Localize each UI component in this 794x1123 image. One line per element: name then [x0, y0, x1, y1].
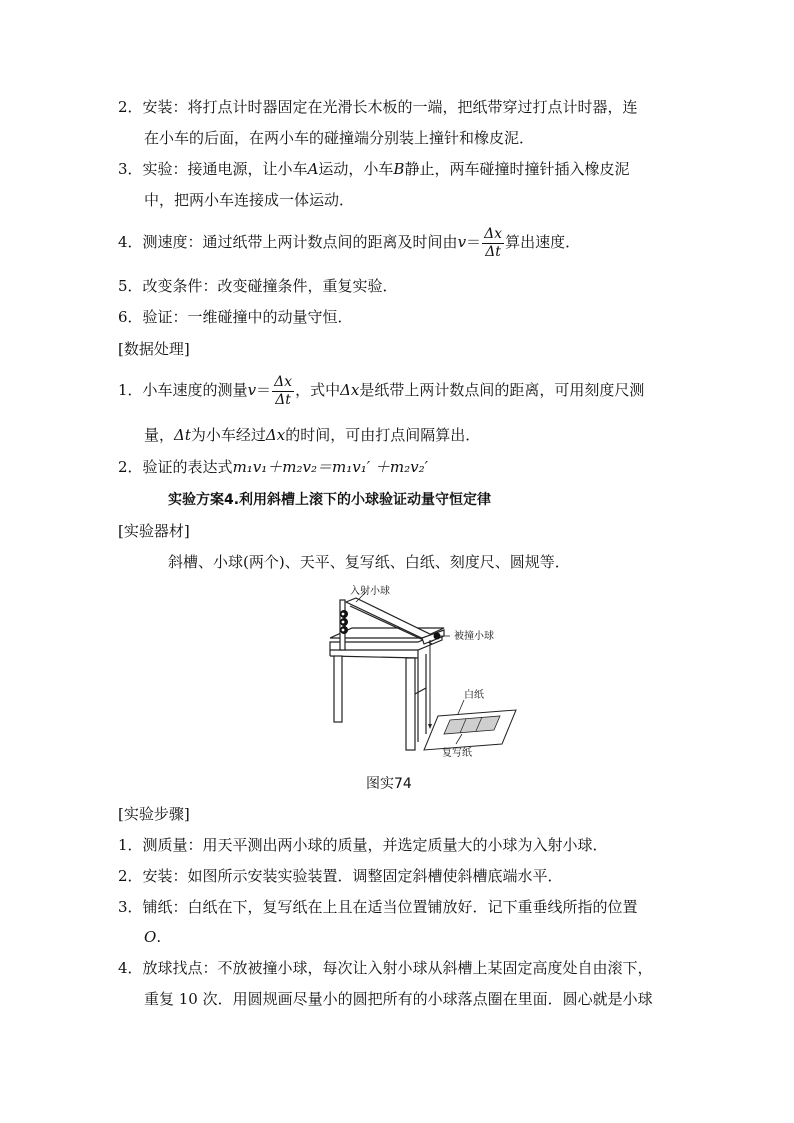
step-number: 1．: [118, 381, 143, 399]
step-number: 3．: [118, 160, 143, 178]
step-text: 安装：将打点计时器固定在光滑长木板的一端，把纸带穿过打点计时器，连: [142, 98, 638, 116]
step-3-line-1: [118, 159, 629, 179]
var-dx: Δx: [340, 381, 360, 399]
step-text: 铺纸：白纸在下，复写纸在上且在适当位置铺放好．记下重垂线所指的位置: [142, 898, 638, 916]
step-number: 2．: [118, 458, 143, 476]
var-O: O: [144, 928, 157, 946]
equals-sign: ＝: [466, 233, 482, 251]
label-white-paper: 白纸: [464, 690, 484, 701]
step-text: 改变条件：改变碰撞条件，重复实验．: [142, 277, 398, 295]
data-2-line: [118, 457, 428, 477]
figure-caption: 图实74: [366, 776, 412, 792]
exp-step-3-line-1: [118, 897, 638, 917]
step-text: 的时间，可由打点间隔算出．: [285, 426, 481, 444]
step-text: 小车速度的测量: [142, 381, 248, 399]
step-2-line-2: [144, 128, 534, 148]
data-1-line-2: [144, 425, 480, 445]
step-text: ，式中: [295, 381, 341, 399]
ball-stack: [340, 610, 348, 634]
apparatus-figure: [326, 584, 522, 760]
label-incident-ball: 入射小球: [350, 586, 390, 597]
var-dx: Δx: [265, 426, 286, 444]
exp-step-2: [118, 866, 563, 886]
fraction: [272, 374, 294, 409]
equals-sign: ＝: [256, 381, 272, 399]
fraction-denominator: Δt: [275, 391, 291, 408]
step-text: 放球找点：不放被撞小球，每次让入射小球从斜槽上某固定高度处自由滚下，: [142, 959, 653, 977]
step-5-line: [118, 276, 398, 296]
var-B: B: [393, 160, 405, 178]
step-text: 是纸带上两计数点间的距离，可用刻度尺测: [359, 381, 645, 399]
target-ball: [434, 633, 441, 640]
step-number: 2．: [118, 867, 143, 885]
step-text: 运动，小车: [318, 160, 394, 178]
verification-formula: m₁v₁＋m₂v₂＝m₁v₁′ ＋m₂v₂′: [232, 458, 429, 476]
step-text: 静止，两车碰撞时撞针插入橡皮泥: [404, 160, 630, 178]
plumb-bob: [428, 724, 432, 729]
section-title-data-processing: [数据处理]: [118, 340, 190, 358]
exp-step-4-line-1: [118, 958, 653, 978]
step-text: 测速度：通过纸带上两计数点间的距离及时间由: [142, 233, 458, 251]
step-4-line: [118, 224, 580, 261]
exp-step-1: [118, 835, 608, 855]
step-number: 3．: [118, 898, 143, 916]
exp-step-4-line-2: [144, 989, 653, 1009]
fraction-denominator: Δt: [485, 243, 501, 260]
label-carbon-paper: 复写纸: [442, 748, 472, 759]
step-text: 安装：如图所示安装实验装置．调整固定斜槽使斜槽底端水平．: [142, 867, 563, 885]
scheme-4-heading: 实验方案4.利用斜槽上滚下的小球验证动量守恒定律: [168, 492, 492, 508]
fraction: [482, 226, 504, 261]
step-text: 实验：接通电源，让小车: [142, 160, 308, 178]
fraction-numerator: Δx: [484, 225, 503, 242]
step-text: 测质量：用天平测出两小球的质量，并选定质量大的小球为入射小球．: [142, 836, 608, 854]
step-text: 在小车的后面，在两小车的碰撞端分别装上撞针和橡皮泥．: [144, 129, 535, 147]
step-number: 2．: [118, 98, 143, 116]
step-number: 5．: [118, 277, 143, 295]
var-dt: Δt: [174, 426, 191, 444]
fraction-numerator: Δx: [274, 373, 293, 390]
step-number: 4．: [118, 233, 143, 251]
var-v: v: [247, 381, 257, 399]
step-text: 验证：一维碰撞中的动量守恒．: [142, 308, 353, 326]
section-title-steps: [实验步骤]: [118, 805, 190, 823]
step-text: .: [156, 928, 162, 946]
section-title-equipment: [实验器材]: [118, 522, 190, 540]
step-text: 验证的表达式: [142, 458, 233, 476]
data-1-line-1: [118, 372, 644, 409]
label-target-ball: 被撞小球: [454, 631, 494, 642]
step-text: 量，: [144, 426, 175, 444]
exp-step-3-line-2: [144, 927, 161, 947]
step-3-line-2: [144, 190, 354, 210]
step-number: 1．: [118, 836, 143, 854]
step-2-line-1: [118, 97, 638, 117]
equipment-list: 斜槽、小球(两个)、天平、复写纸、白纸、刻度尺、圆规等．: [168, 553, 570, 571]
step-number: 4．: [118, 959, 143, 977]
step-text: 算出速度．: [505, 233, 581, 251]
step-6-line: [118, 307, 353, 327]
step-number: 6．: [118, 308, 143, 326]
step-text: 重复 10 次．用圆规画尽量小的圆把所有的小球落点圈在里面．圆心就是小球: [144, 990, 653, 1008]
step-text: 中，把两小车连接成一体运动．: [144, 191, 355, 209]
var-A: A: [307, 160, 319, 178]
step-text: 为小车经过: [190, 426, 266, 444]
var-v: v: [457, 233, 467, 251]
